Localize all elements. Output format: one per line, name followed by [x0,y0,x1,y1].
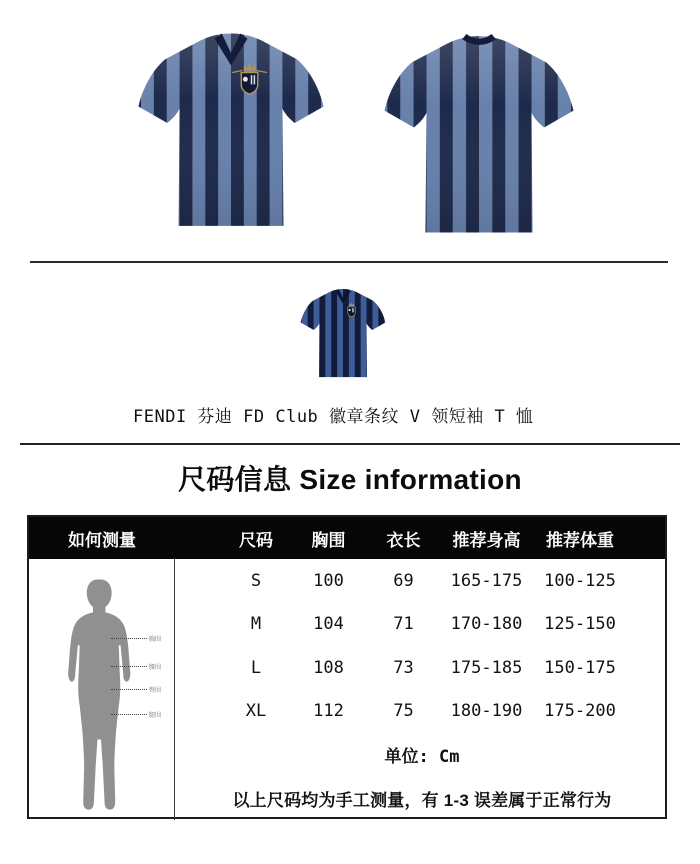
cell-chest: 100 [313,570,344,591]
col-length: 衣长 [386,530,421,550]
table-row [175,690,669,734]
size-table-body [29,559,665,820]
dotted-leader-line [111,638,147,639]
section-divider [30,261,668,263]
unit-label: 单位: Cm [384,747,460,768]
measure-label: 腿围 [149,712,162,719]
measure-callout [111,685,175,694]
product-title: FENDI 芬迪 FD Club 徽章条纹 V 领短袖 T 恤 [133,407,534,427]
section-divider [20,443,680,445]
cell-weight: 100-125 [544,570,616,591]
cell-size: M [250,614,262,635]
col-weight: 推荐体重 [546,530,614,550]
table-row [175,646,669,690]
cell-chest: 108 [313,657,344,678]
measure-callout [111,662,175,671]
cell-height: 165-175 [450,570,523,591]
cell-weight: 175-200 [544,701,616,722]
cell-length: 75 [393,701,414,722]
measurement-figure-cell [29,559,175,820]
cell-length: 73 [393,657,414,678]
product-photo-back [374,18,584,239]
col-chest: 胸围 [311,530,346,550]
dotted-leader-line [111,714,147,715]
size-table [27,515,667,819]
dotted-leader-line [111,689,147,690]
size-table-header [29,517,665,559]
product-photo-thumbnail [284,281,402,380]
cell-weight: 125-150 [544,614,616,635]
size-section-heading: 尺码信息 Size information [178,464,522,495]
col-height: 推荐身高 [452,530,521,550]
table-row [175,603,669,647]
cell-height: 180-190 [450,701,523,722]
header-columns [175,526,669,551]
cell-chest: 104 [313,614,344,635]
measure-callout [111,710,175,719]
product-photo-front [128,16,334,232]
col-size: 尺码 [239,530,273,550]
cell-size: L [250,657,262,678]
measure-label: 胸围 [149,636,162,643]
human-silhouette [61,579,141,811]
cell-weight: 150-175 [544,657,616,678]
cell-chest: 112 [313,701,344,722]
cell-height: 175-185 [450,657,523,678]
cell-size: S [250,570,262,591]
measure-label: 臀围 [149,687,162,694]
measure-label: 腰围 [149,664,162,671]
size-data-column [175,559,669,820]
header-how-to-measure: 如何测量 [68,530,136,550]
cell-size: XL [245,701,267,722]
cell-length: 71 [393,614,414,635]
measure-callout [111,634,175,643]
dotted-leader-line [111,666,147,667]
table-row [175,559,669,603]
measurement-note: 以上尺码均为手工测量，有 1-3 误差属于正常行为 [232,790,612,810]
cell-length: 69 [393,570,414,591]
cell-height: 170-180 [450,614,523,635]
